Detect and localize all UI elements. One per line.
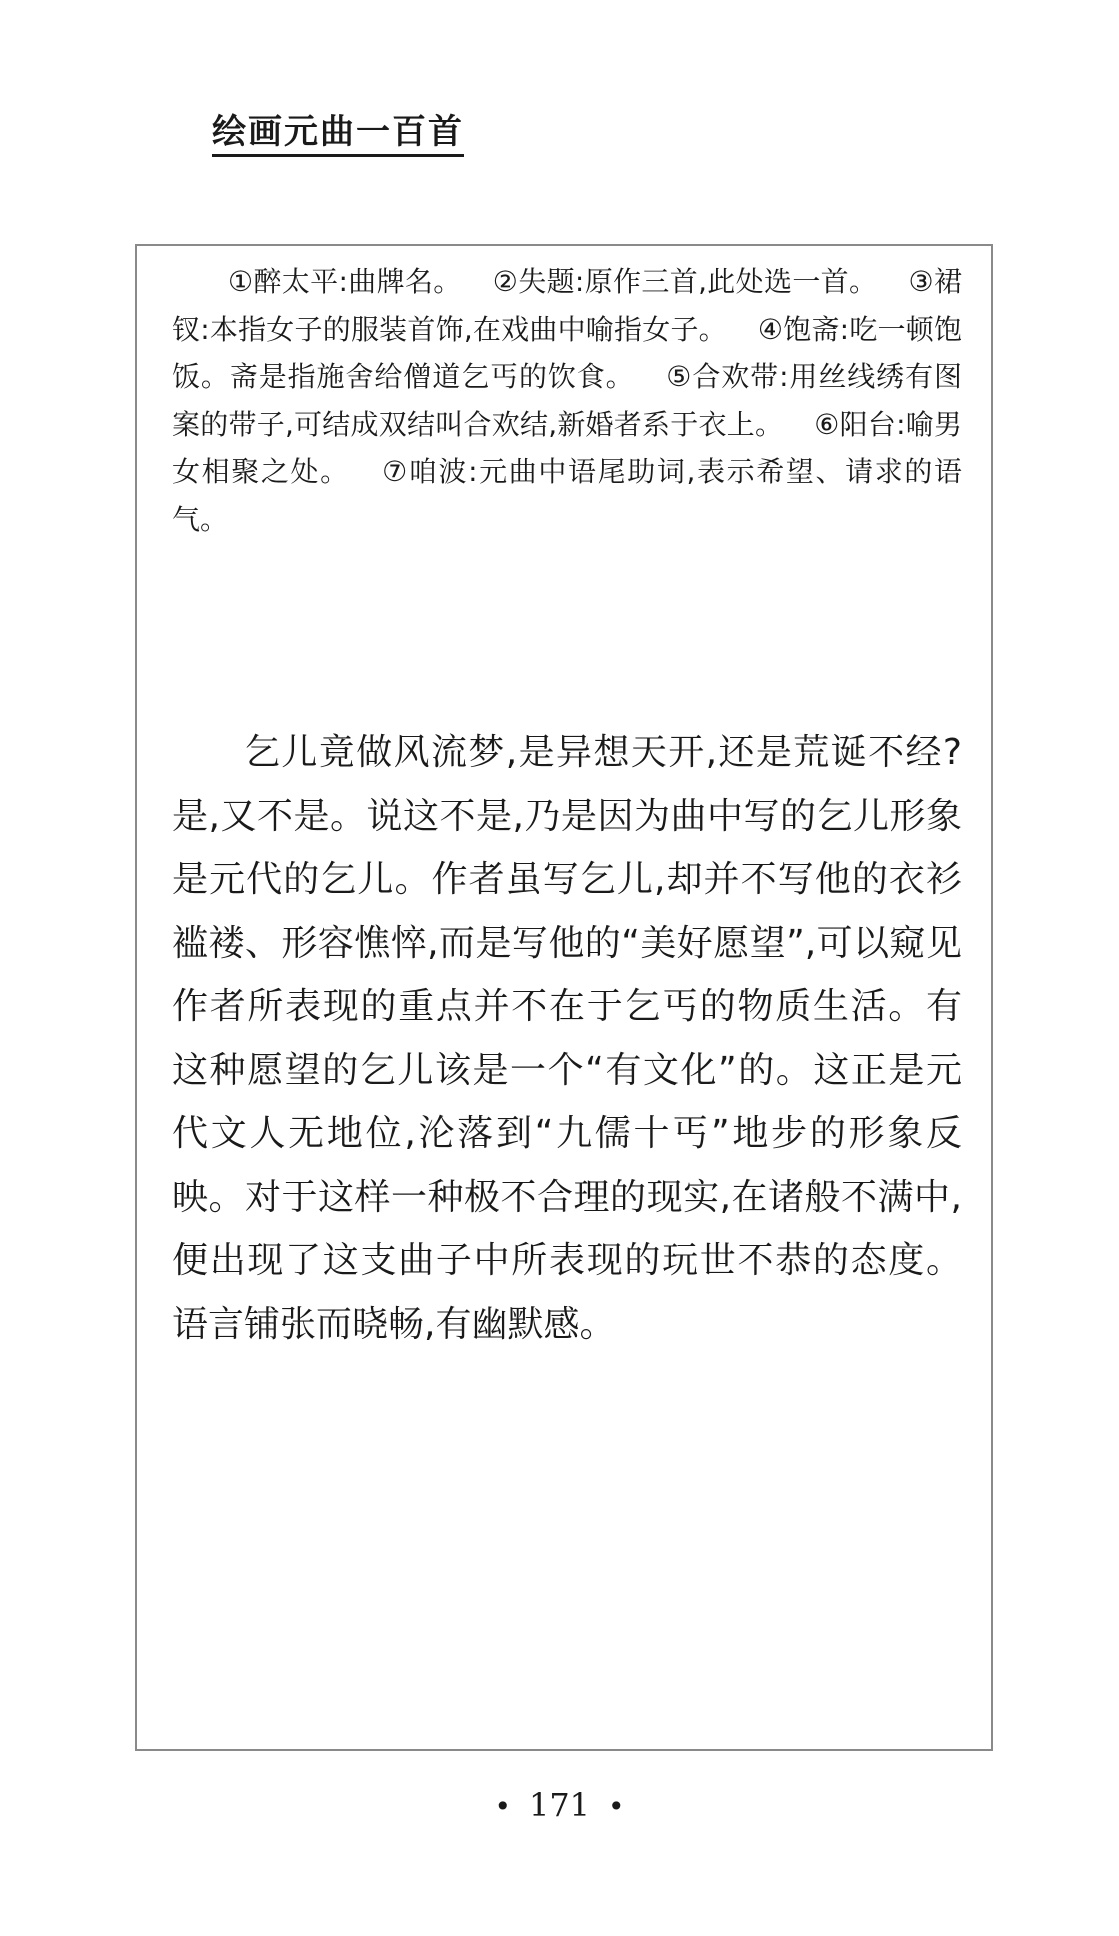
note-term: 失题: [518, 265, 575, 298]
book-title: 绘画元曲一百首: [212, 112, 464, 157]
page-footer: [0, 1785, 1119, 1827]
note-marker: ②: [492, 265, 519, 298]
commentary-paragraph: 乞儿竟做风流梦,是异想天开,还是荒诞不经?是,又不是。说这不是,乃是因为曲中写的乞儿形象是元代的乞儿。作者虽写乞儿,却并不写他的衣衫褴褛、形容憔悴,而是写他的“美好愿望”,可以窥见作者所表现的重点并不在于乞丐的物质生活。有这种愿望的乞儿该是一个“有文化”的。这正是元代文人无地位,沦落到“九儒十丐”地步的形象反映。对于这样一种极不合理的现实,在诸般不满中,便出现了这支曲子中所表现的玩世不恭的态度。语言铺张而晓畅,有幽默感。: [172, 732, 962, 1345]
note-text: 吃一顿饱饭。斋是指施舍给僧道乞丐的饮食。: [172, 312, 962, 393]
note-item: ⑥阳台:喻男女相聚之处。: [172, 407, 962, 488]
note-marker: ⑤: [665, 360, 693, 393]
note-text: 原作三首,此处选一首。: [584, 265, 878, 298]
note-text: 喻男女相聚之处。: [172, 407, 962, 488]
note-item: ⑦咱波:元曲中语尾助词,表示希望、请求的语气。: [172, 455, 962, 536]
note-text: 元曲中语尾助词,表示希望、请求的语气。: [172, 455, 962, 536]
note-text: 用丝线绣有图案的带子,可结成双结叫合欢结,新婚者系于衣上。: [172, 360, 962, 441]
note-marker: ⑦: [380, 455, 409, 488]
note-term: 饱斋: [783, 312, 840, 346]
note-marker: ③: [908, 265, 934, 298]
bullet-right: •: [608, 1790, 625, 1823]
note-item: ①醉太平:曲牌名。: [228, 265, 462, 298]
note-text: 曲牌名。: [347, 265, 462, 298]
note-marker: ①: [228, 265, 254, 298]
note-term: 咱波: [408, 455, 469, 488]
note-item: ⑤合欢带:用丝线绣有图案的带子,可结成双结叫合欢结,新婚者系于衣上。: [172, 360, 962, 441]
note-term: 裙钗: [172, 265, 962, 346]
note-item: ④饱斋:吃一顿饱饭。斋是指施舍给僧道乞丐的饮食。: [172, 312, 962, 393]
note-item: ②失题:原作三首,此处选一首。: [492, 265, 878, 298]
note-marker: ④: [757, 312, 784, 346]
bullet-left: •: [494, 1790, 511, 1823]
note-marker: ⑥: [814, 407, 840, 441]
note-item: ③裙钗:本指女子的服装首饰,在戏曲中喻指女子。: [172, 265, 962, 346]
note-term: 合欢带: [692, 360, 780, 393]
page-number: 171: [528, 1786, 591, 1824]
note-term: 阳台: [839, 407, 897, 441]
annotation-notes: [172, 258, 962, 543]
note-term: 醉太平: [253, 265, 339, 298]
note-text: 本指女子的服装首饰,在戏曲中喻指女子。: [209, 312, 727, 346]
